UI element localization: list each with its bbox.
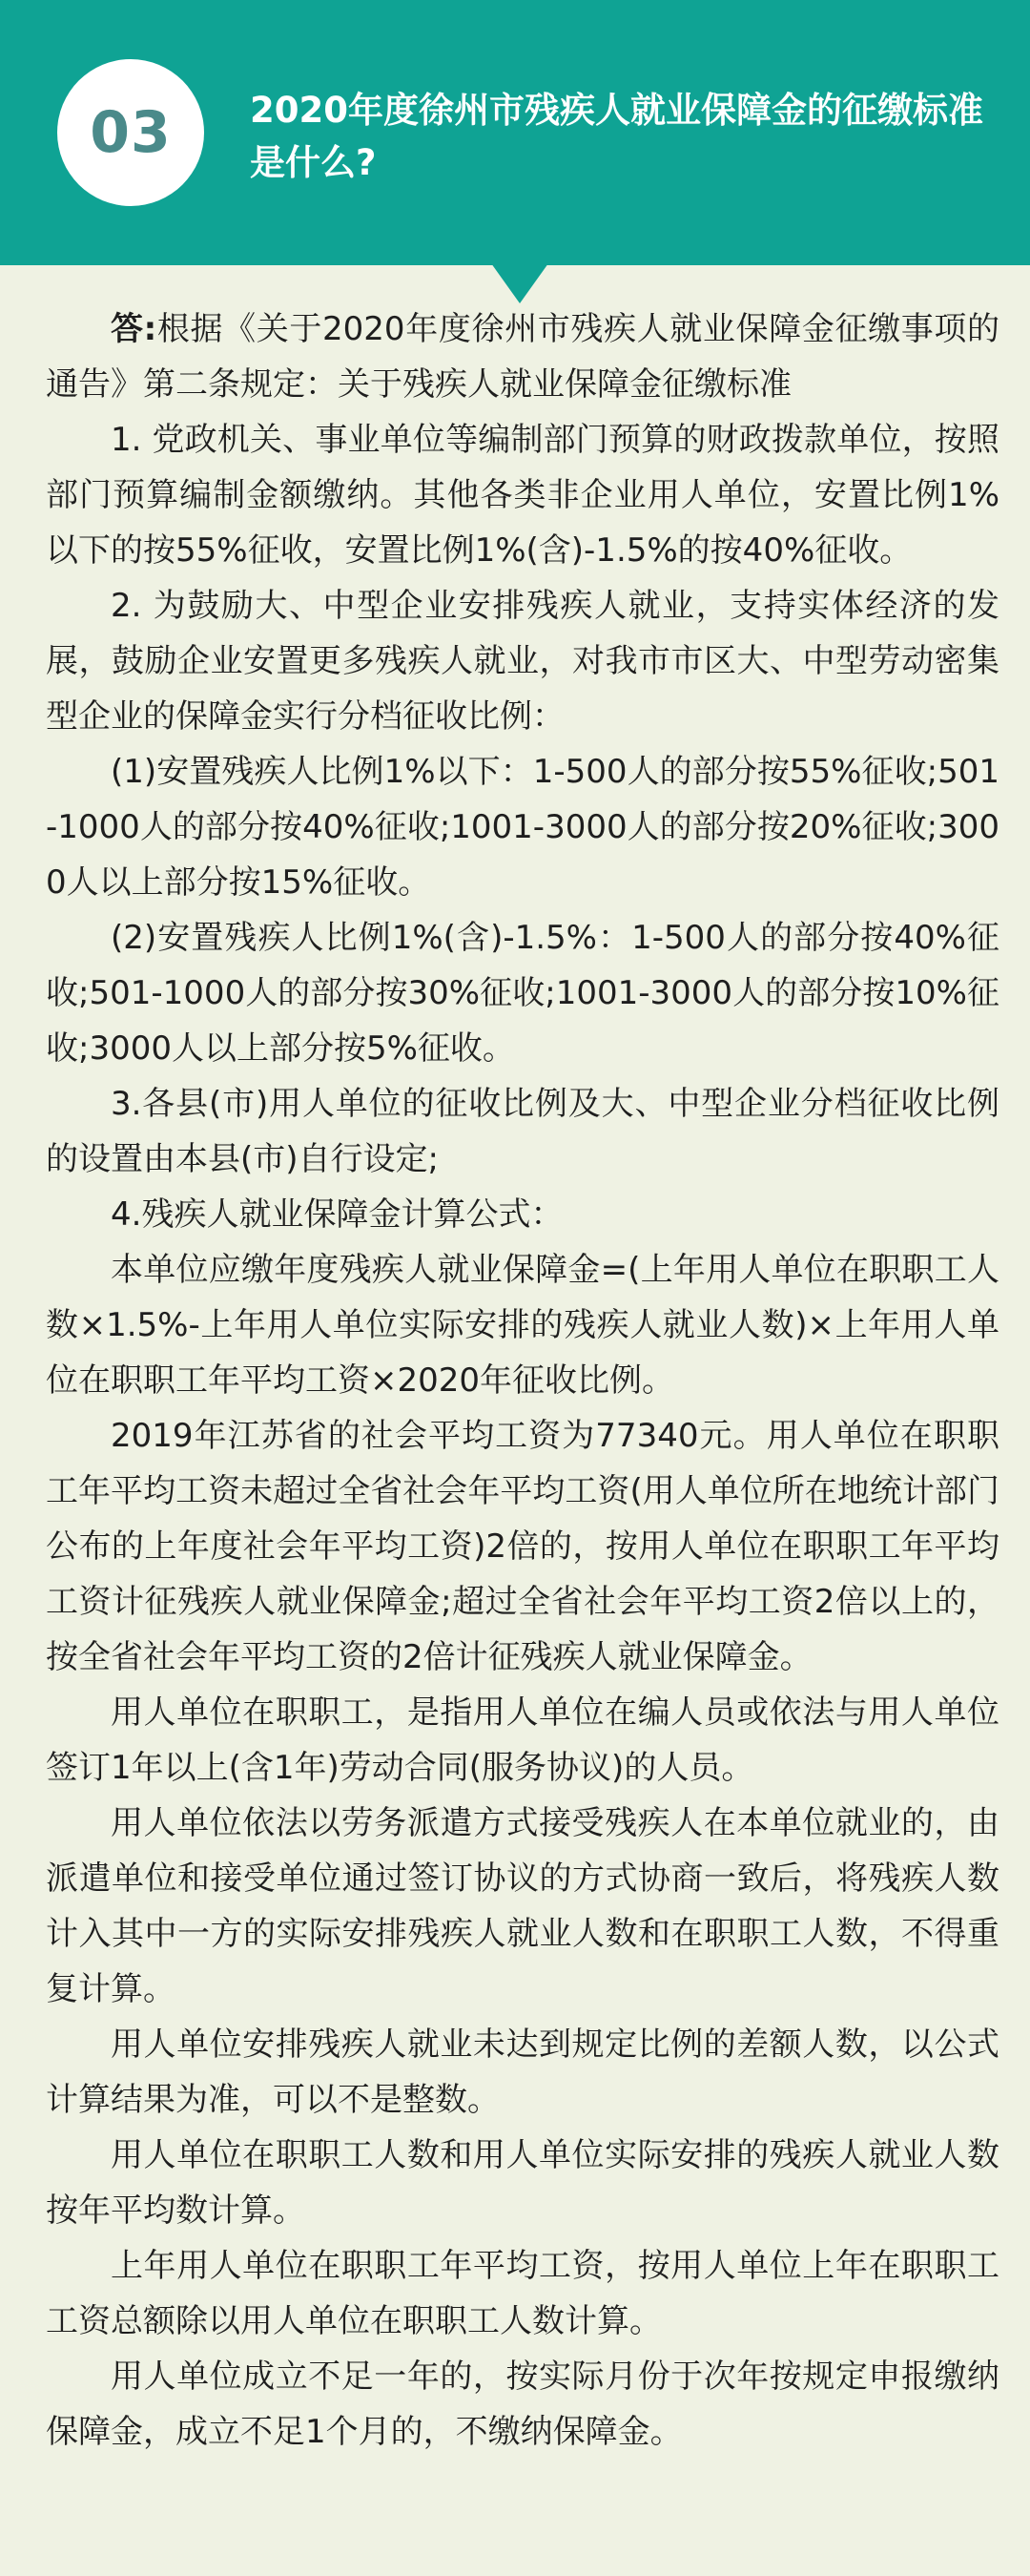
paragraph-10: 用人单位依法以劳务派遣方式接受残疾人在本单位就业的，由派遣单位和接受单位通过签订协议的方式协商一致后，将残疾人数计入其中一方的实际安排残疾人就业人数和在职职工人数，不得重复计算。 xyxy=(46,1804,999,2008)
paragraph-5: 3.各县(市)用人单位的征收比例及大、中型企业分档征收比例的设置由本县(市)自行设定; xyxy=(46,1085,999,1178)
question-number: 03 xyxy=(90,99,172,166)
answer-label: 答: xyxy=(111,310,157,348)
paragraph-11: 用人单位安排残疾人就业未达到规定比例的差额人数，以公式计算结果为准，可以不是整数。 xyxy=(46,2025,999,2119)
paragraph-9: 用人单位在职职工，是指用人单位在编人员或依法与用人单位签订1年以上(含1年)劳动合同(服务协议)的人员。 xyxy=(46,1693,999,1787)
paragraph-14: 用人单位成立不足一年的，按实际月份于次年按规定申报缴纳保障金，成立不足1个月的，不缴纳保障金。 xyxy=(46,2358,999,2451)
header-pointer xyxy=(491,263,548,303)
paragraph-6: 4.残疾人就业保障金计算公式： xyxy=(111,1195,564,1234)
paragraph-3: (1)安置残疾人比例1%以下：1-500人的部分按55%征收;501-1000人的部分按40%征收;1001-3000人的部分按20%征收;3000人以上部分按15%征收。 xyxy=(46,753,999,902)
header-banner xyxy=(0,0,1030,265)
question-title: 2020年度徐州市残疾人就业保障金的征缴标准是什么? xyxy=(250,90,983,183)
paragraph-2: 2. 为鼓励大、中型企业安排残疾人就业，支持实体经济的发展，鼓励企业安置更多残疾人就业，对我市市区大、中型劳动密集型企业的保障金实行分档征收比例： xyxy=(46,587,999,736)
answer-intro-text: 根据《关于2020年度徐州市残疾人就业保障金征缴事项的通告》第二条规定：关于残疾人就业保障金征缴标准 xyxy=(46,310,999,404)
question-number-badge xyxy=(57,59,204,206)
answer-intro xyxy=(46,301,999,412)
paragraph-1: 1. 党政机关、事业单位等编制部门预算的财政拨款单位，按照部门预算编制金额缴纳。其他各类非企业用人单位，安置比例1%以下的按55%征收，安置比例1%(含)-1.5%的按40%征收。 xyxy=(46,421,999,570)
answer-body xyxy=(46,301,999,2460)
paragraph-8: 2019年江苏省的社会平均工资为77340元。用人单位在职职工年平均工资未超过全省社会年平均工资(用人单位所在地统计部门公布的上年度社会年平均工资)2倍的，按用人单位在职职工年平均工资计征残疾人就业保障金;超过全省社会年平均工资2倍以上的，按全省社会年平均工资的2倍计征残疾人就业保障金。 xyxy=(46,1417,999,1676)
paragraph-4: (2)安置残疾人比例1%(含)-1.5%：1-500人的部分按40%征收;501-1000人的部分按30%征收;1001-3000人的部分按10%征收;3000人以上部分按5%征收。 xyxy=(46,919,999,1068)
paragraph-7: 本单位应缴年度残疾人就业保障金=(上年用人单位在职职工人数×1.5%-上年用人单位实际安排的残疾人就业人数)×上年用人单位在职职工年平均工资×2020年征收比例。 xyxy=(46,1251,999,1400)
paragraph-12: 用人单位在职职工人数和用人单位实际安排的残疾人就业人数按年平均数计算。 xyxy=(46,2136,999,2230)
paragraph-13: 上年用人单位在职职工年平均工资，按用人单位上年在职职工工资总额除以用人单位在职职工人数计算。 xyxy=(46,2247,999,2340)
